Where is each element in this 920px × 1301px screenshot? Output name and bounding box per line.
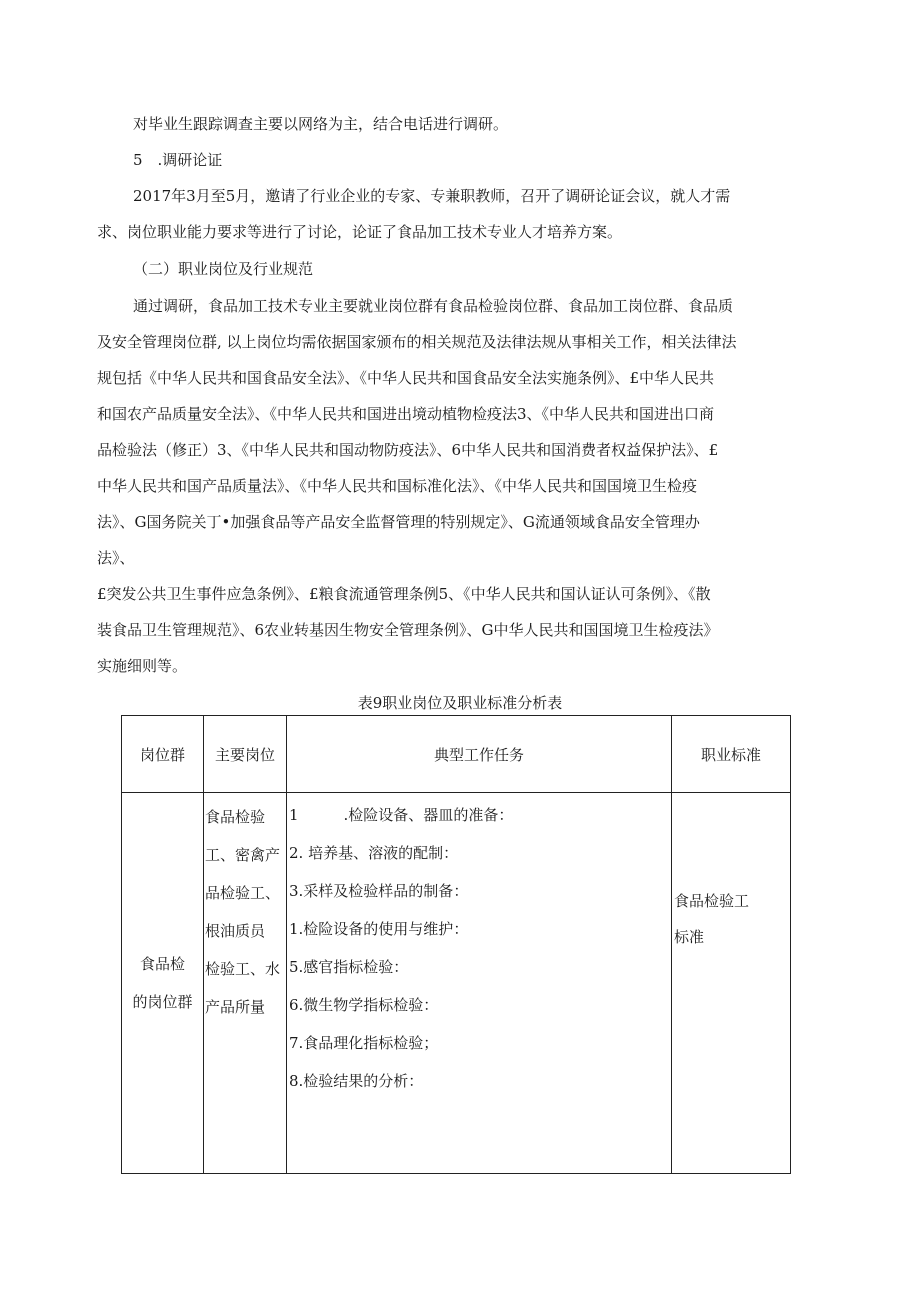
header-cell: 典型工作任务 [287, 716, 672, 793]
position-line: 根油质员 [205, 922, 266, 940]
paragraph-line: 2017年3月至5月，邀请了行业企业的专家、专兼职教师，召开了调研论证会议，就人才需 [133, 187, 731, 205]
standard-cell [672, 793, 791, 1174]
paragraph-line: 及安全管理岗位群, 以上岗位均需依据国家颁布的相关规范及法律法规从事相关工作，相关法律法 [97, 333, 737, 351]
position-line: 工、密禽产 [205, 846, 281, 864]
task-line: 7.食品理化指标检验； [289, 1034, 439, 1052]
task-line: 6.微生物学指标检验： [289, 996, 439, 1014]
task-line: 1.检险设备的使用与维护： [289, 920, 469, 938]
positions-cell [204, 793, 287, 1174]
paragraph-line: 品检验法（修正）3、《中华人民共和国动物防疫法》、6中华人民共和国消费者权益保护法》、£ [97, 441, 719, 459]
table-row [122, 793, 791, 1174]
paragraph-line: 实施细则等。 [97, 657, 188, 675]
paragraph-line: 对毕业生跟踪调查主要以网络为主，结合电话进行调研。 [133, 115, 509, 133]
job-standard-table [121, 715, 791, 1174]
position-line: 食品检验 [205, 808, 266, 826]
section-heading: （二）职业岗位及行业规范 [133, 260, 314, 278]
paragraph-line: 通过调研，食品加工技术专业主要就业岗位群有食品检验岗位群、食品加工岗位群、食品质 [133, 297, 734, 315]
group-text: 食品检 [139, 955, 185, 973]
paragraph-line: 规包括《中华人民共和国食品安全法》、《中华人民共和国食品安全法实施条例》、£中华人民共 [97, 369, 715, 387]
task-line: 2. 培养基、溶液的配制： [289, 844, 459, 862]
section-heading: 5 .调研论证 [133, 151, 223, 169]
standard-text: 标准 [674, 928, 705, 946]
position-line: 检验工、水 [205, 960, 281, 978]
tasks-cell [287, 793, 672, 1174]
paragraph-line: 求、岗位职业能力要求等进行了讨论，论证了食品加工技术专业人才培养方案。 [97, 223, 623, 241]
task-line: 8.检验结果的分析： [289, 1072, 424, 1090]
paragraph-line: 和国农产品质量安全法》、《中华人民共和国进出境动植物检疫法3、《中华人民共和国进出口商 [97, 405, 715, 423]
paragraph-line: 法》、G国务院关丁•加强食品等产品安全监督管理的特别规定》、G流通领域食品安全管理办 [97, 513, 700, 531]
position-line: 品检验工、 [205, 884, 281, 902]
table-header-row [122, 716, 791, 793]
paragraph-line: 中华人民共和国产品质量法》、《中华人民共和国标准化法》、《中华人民共和国国境卫生检疫 [97, 477, 698, 495]
paragraph-line: 法》、 [97, 549, 135, 567]
group-text: 的岗位群 [132, 993, 193, 1011]
header-cell: 主要岗位 [204, 716, 287, 793]
standard-text: 食品检验工 [674, 892, 750, 910]
task-line: 1 .检险设备、器皿的准备： [289, 806, 514, 824]
position-line: 产品所量 [205, 998, 266, 1016]
paragraph-line: £突发公共卫生事件应急条例》、£粮食流通管理条例5、《中华人民共和国认证认可条例》、《散 [97, 585, 711, 603]
header-cell: 岗位群 [122, 716, 204, 793]
task-line: 3.采样及检验样品的制备： [289, 882, 469, 900]
paragraph-line: 装食品卫生管理规范》、6农业转基因生物安全管理条例》、G中华人民共和国国境卫生检疫法》 [97, 621, 719, 639]
task-line: 5.感官指标检验： [289, 958, 409, 976]
group-cell [122, 793, 204, 1174]
header-cell: 职业标准 [672, 716, 791, 793]
table-caption: 表9职业岗位及职业标准分析表 [357, 694, 563, 712]
